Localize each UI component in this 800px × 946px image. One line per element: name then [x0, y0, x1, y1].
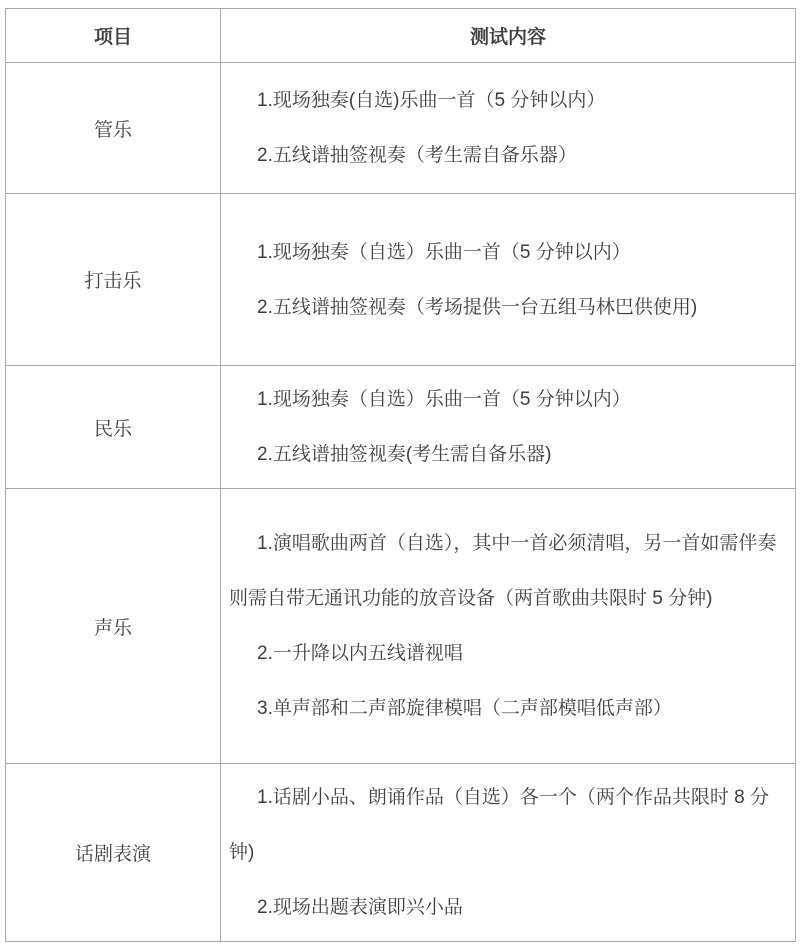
item-cell: 声乐: [6, 489, 221, 764]
item-cell: 打击乐: [6, 194, 221, 366]
item-cell: 话剧表演: [6, 764, 221, 942]
table-header-row: [6, 9, 796, 63]
content-cell: [221, 63, 796, 194]
content-line: 2.五线谱抽签视奏（考生需自备乐器）: [257, 145, 577, 166]
header-content-column: 测试内容: [221, 9, 796, 63]
exam-content-table: [5, 8, 796, 942]
content-cell: [221, 764, 796, 942]
header-item-column: 项目: [6, 9, 221, 63]
table-row: [6, 194, 796, 366]
content-line: 1.演唱歌曲两首（自选），其中一首必须清唱，另一首如需伴奏则需自带无通讯功能的放音设备（两首歌曲共限时 5 分钟): [229, 533, 777, 609]
table-row: [6, 764, 796, 942]
item-cell: 民乐: [6, 366, 221, 489]
content-line: 1.现场独奏(自选)乐曲一首（5 分钟以内）: [257, 90, 606, 111]
content-cell: [221, 194, 796, 366]
content-line: 3.单声部和二声部旋律模唱（二声部模唱低声部）: [257, 698, 672, 719]
content-line: 2.五线谱抽签视奏(考生需自备乐器): [257, 444, 552, 465]
content-line: 1.现场独奏（自选）乐曲一首（5 分钟以内）: [257, 241, 631, 263]
item-cell: 管乐: [6, 63, 221, 194]
content-line: 1.现场独奏（自选）乐曲一首（5 分钟以内）: [257, 389, 631, 410]
content-line: 1.话剧小品、朗诵作品（自选）各一个（两个作品共限时 8 分钟): [229, 787, 769, 863]
table-row: [6, 63, 796, 194]
content-cell: [221, 366, 796, 489]
content-line: 2.五线谱抽签视奏（考场提供一台五组马林巴供使用): [257, 296, 698, 318]
table-row: [6, 366, 796, 489]
table-row: [6, 489, 796, 764]
content-line: 2.一升降以内五线谱视唱: [257, 643, 463, 664]
content-line: 2.现场出题表演即兴小品: [257, 897, 463, 918]
content-cell: [221, 489, 796, 764]
